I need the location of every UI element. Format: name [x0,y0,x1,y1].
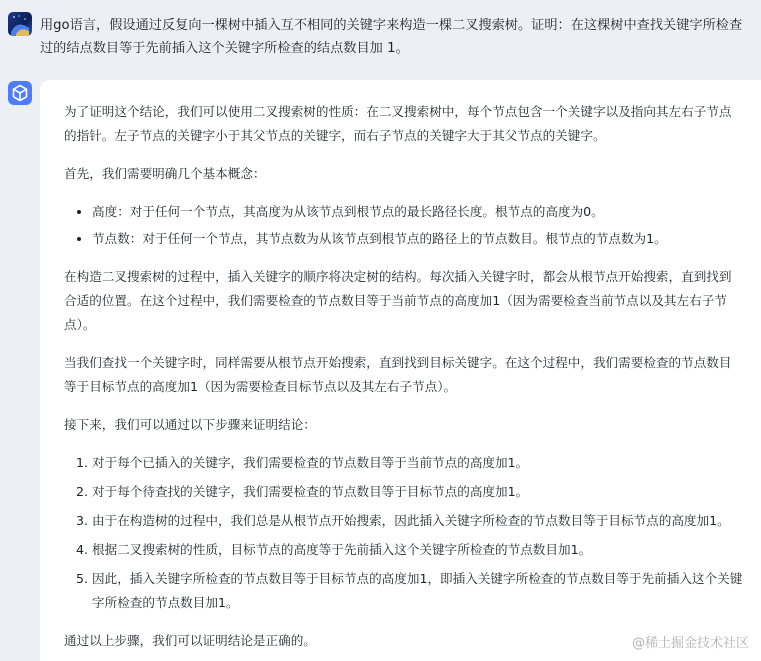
list-item: 3. 由于在构造树的过程中，我们总是从根节点开始搜索，因此插入关键字所检查的节点数目等于目标节点的高度加1。 [92,509,744,533]
list-item: 4. 根据二叉搜索树的性质，目标节点的高度等于先前插入这个关键字所检查的节点数目加1。 [92,538,744,562]
list-item: • 高度：对于任何一个节点，其高度为从该节点到根节点的最长路径长度。根节点的高度为0。 [92,200,744,224]
user-avatar-icon [8,12,32,36]
answer-intro: 为了证明这个结论，我们可以使用二叉搜索树的性质：在二叉搜索树中，每个节点包含一个关键字以及指向其左右子节点的指针。左子节点的关键字小于其父节点的关键字，而右子节点的关键字大于其父节点的关键字。 [64,104,732,143]
assistant-cube-icon [8,81,32,105]
answer-search-paragraph: 当我们查找一个关键字时，同样需要从根节点开始搜索，直到找到目标关键字。在这个过程中，我们需要检查的节点数目等于目标节点的高度加1（因为需要检查目标节点以及其左右子节点）。 [64,355,732,394]
answer-conclusion: 通过以上步骤，我们可以证明结论是正确的。 [64,633,316,648]
concepts-list [64,200,744,251]
list-item: 1. 对于每个已插入的关键字，我们需要检查的节点数目等于当前节点的高度加1。 [92,451,744,475]
answer-insert-paragraph: 在构造二叉搜索树的过程中，插入关键字的顺序将决定树的结构。每次插入关键字时，都会从根节点开始搜索，直到找到合适的位置。在这个过程中，我们需要检查的节点数目等于当前节点的高度加1（因为需要检查当前节点以及其左右子节点）。 [64,269,732,332]
user-message-row [0,0,761,72]
watermark: @稀土掘金技术社区 [631,636,749,651]
assistant-answer-card [40,80,761,661]
list-item: 5. 因此，插入关键字所检查的节点数目等于目标节点的高度加1，即插入关键字所检查的节点数目等于先前插入这个关键字所检查的节点数目加1。 [92,567,744,615]
list-item: 2. 对于每个待查找的关键字，我们需要检查的节点数目等于目标节点的高度加1。 [92,480,744,504]
user-message-text: 用go语言，假设通过反复向一棵树中插入互不相同的关键字来构造一棵二叉搜索树。证明：在这棵树中查找关键字所检查过的结点数目等于先前插入这个关键字所检查的结点数目加 1。 [40,18,743,56]
assistant-answer [64,100,744,661]
answer-concepts-lead: 首先，我们需要明确几个基本概念： [64,166,266,181]
steps-list [64,451,744,615]
list-item: • 节点数：对于任何一个节点，其节点数为从该节点到根节点的路径上的节点数目。根节点的节点数为1。 [92,227,744,251]
answer-steps-lead: 接下来，我们可以通过以下步骤来证明结论： [64,417,316,432]
